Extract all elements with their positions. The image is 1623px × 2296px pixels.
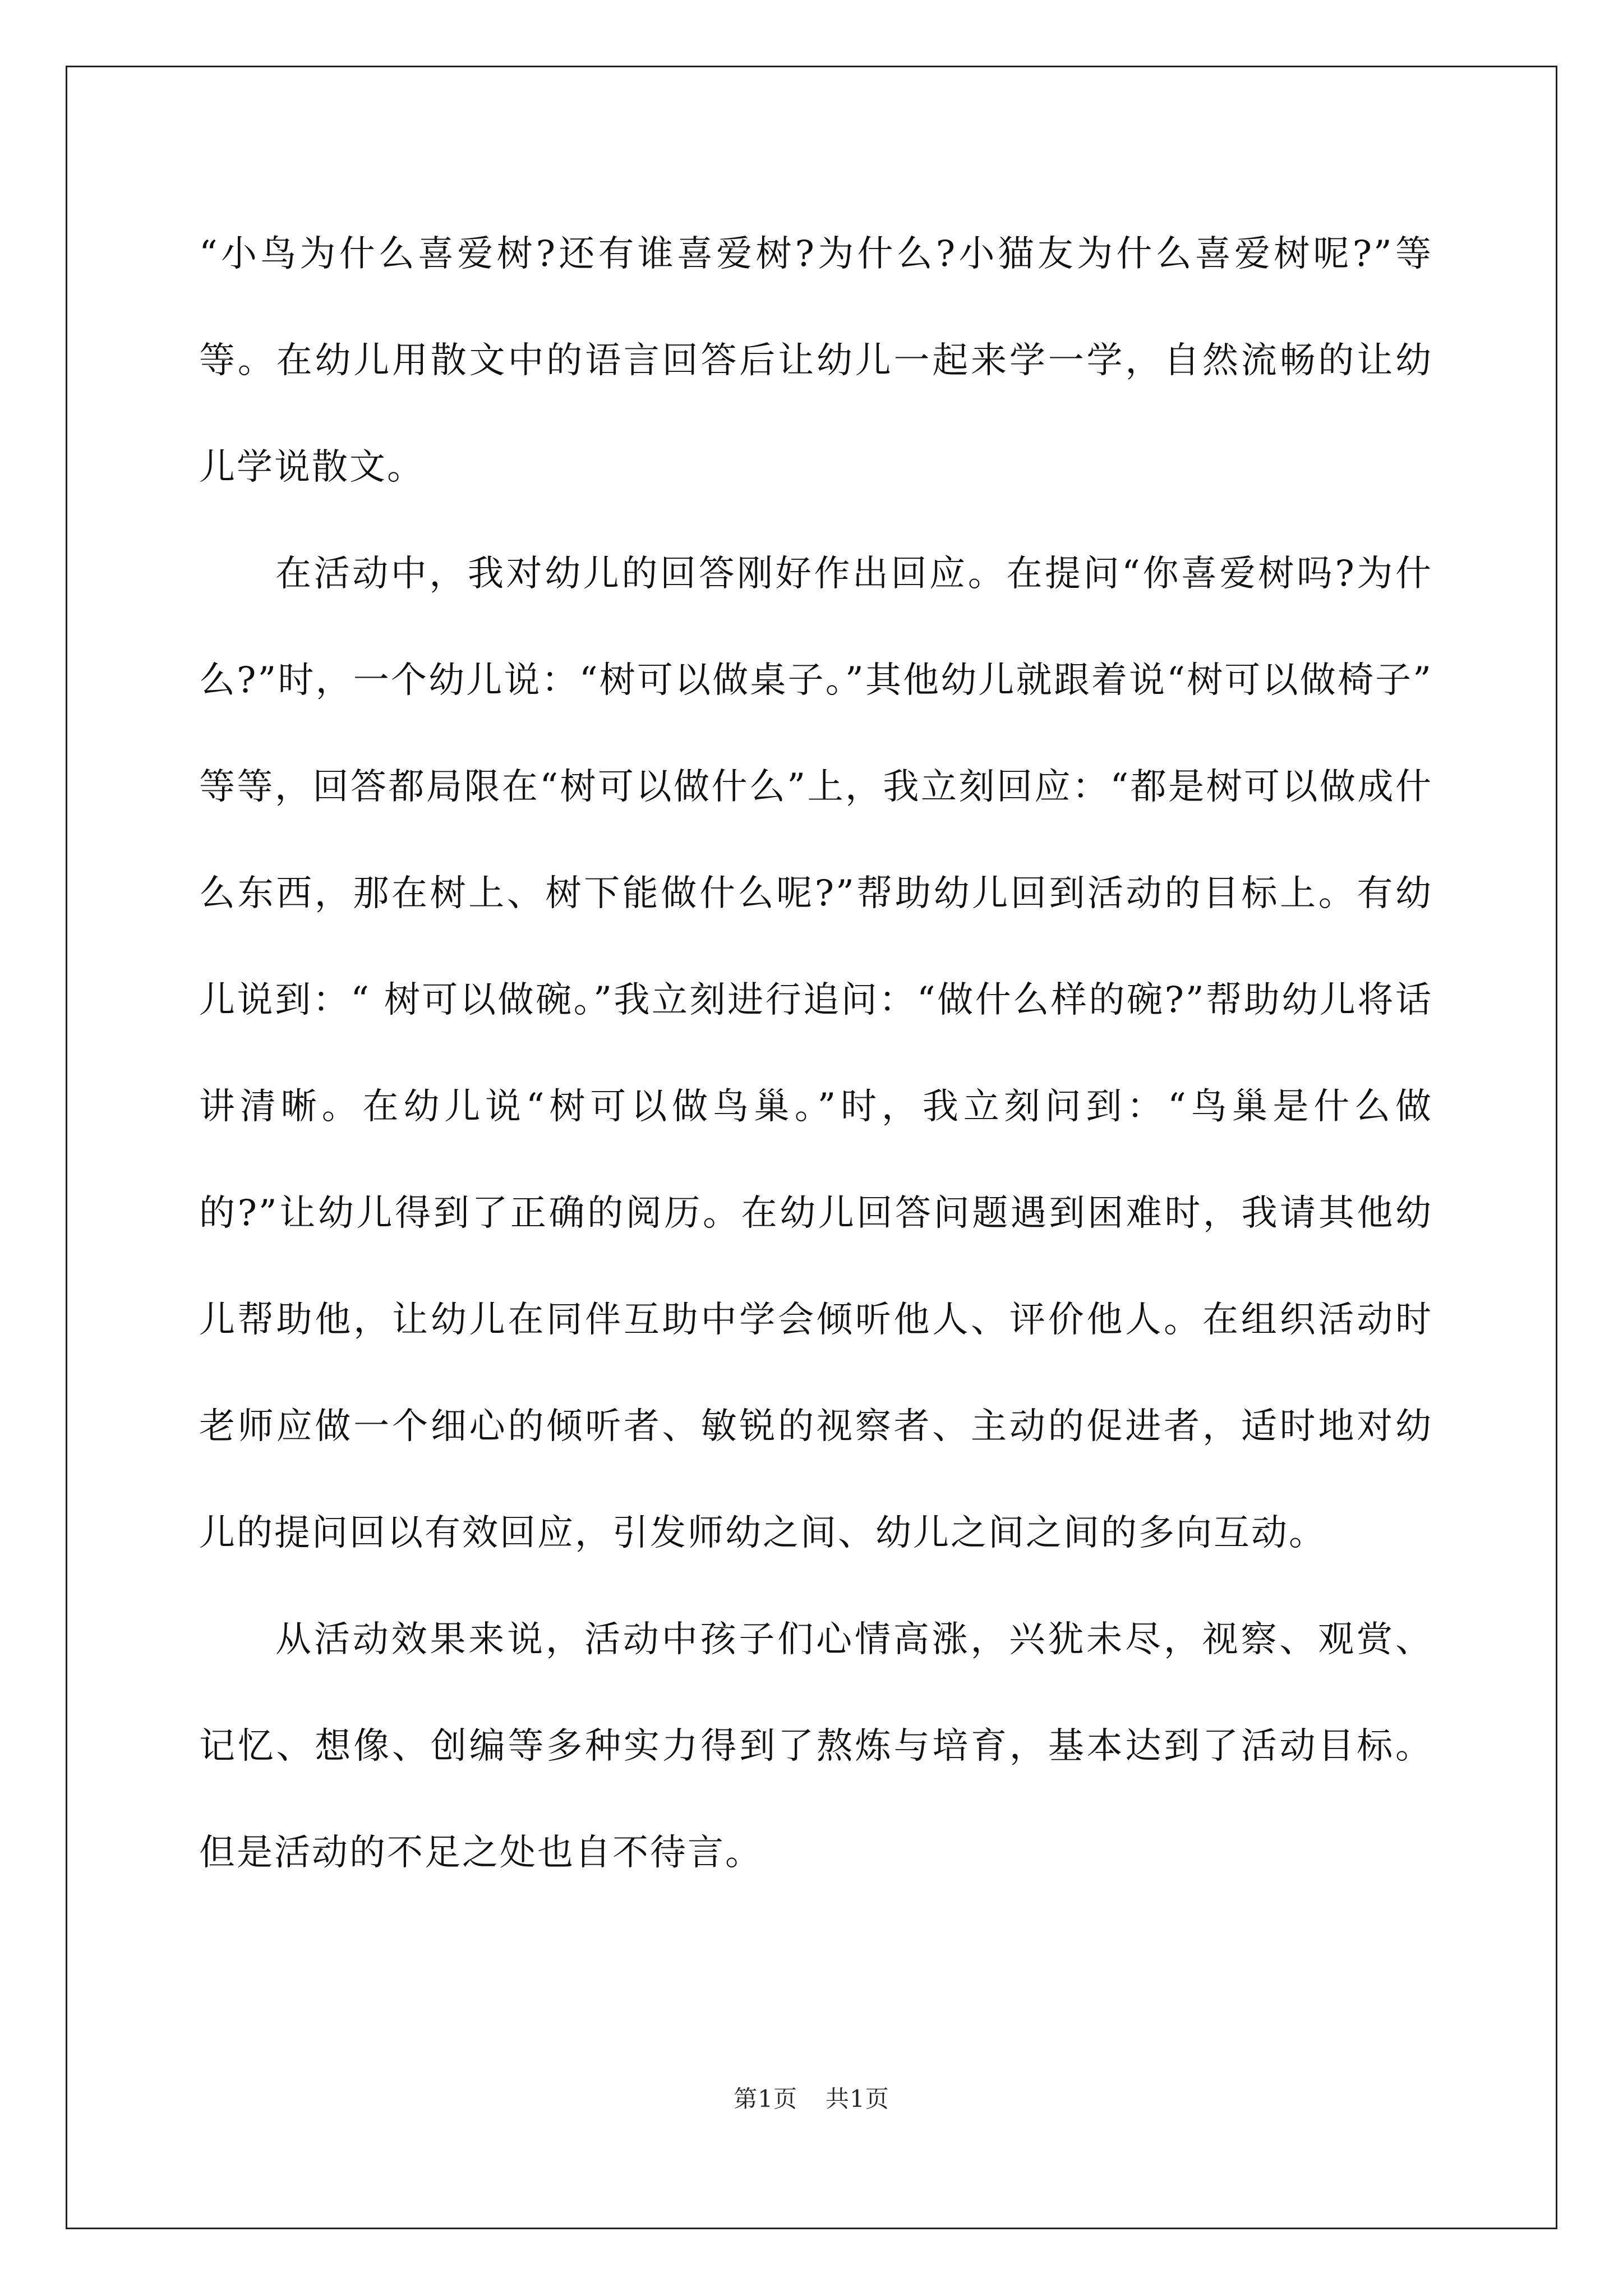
paragraph-1: “小鸟为什么喜爱树?还有谁喜爱树?为什么?小猫友为什么喜爱树呢?”等等。在幼儿用散文中的语言回答后让幼儿一起来学一学，自然流畅的让幼儿学说散文。: [199, 233, 1433, 488]
paragraph-2: 在活动中，我对幼儿的回答刚好作出回应。在提问“你喜爱树吗?为什么?”时，一个幼儿说：“树可以做桌子。”其他幼儿就跟着说“树可以做椅子” 等等，回答都局限在“树可以做什么”上，我立刻回应：“都是树可以做成什么东西，那在树上、树下能做什么呢?”帮助幼儿回到活动的目标上。有幼儿说到：“ 树可以做碗。”我立刻进行追问：“做什么样的碗?”帮助幼儿将话讲清晰。在幼儿说“树可以做鸟巢。”时，我立刻问到：“鸟巢是什么做的?”让幼儿得到了正确的阅历。在幼儿回答问题遇到困难时，我请其他幼儿帮助他，让幼儿在同伴互助中学会倾听他人、评价他人。在组织活动时老师应做一个细心的倾听者、敏锐的视察者、主动的促进者，适时地对幼儿的提问回以有效回应，引发师幼之间、幼儿之间之间的多向互动。: [199, 553, 1433, 1554]
document-body: [199, 201, 1433, 1906]
page-total: 共1页: [826, 2085, 889, 2113]
page-footer: [0, 2082, 1623, 2116]
paragraph-3: 从活动效果来说，活动中孩子们心情高涨，兴犹未尽，视察、观赏、记忆、想像、创编等多种实力得到了熬炼与培育，基本达到了活动目标。但是活动的不足之处也自不待言。: [199, 1619, 1433, 1874]
page-number: 第1页: [734, 2085, 797, 2113]
